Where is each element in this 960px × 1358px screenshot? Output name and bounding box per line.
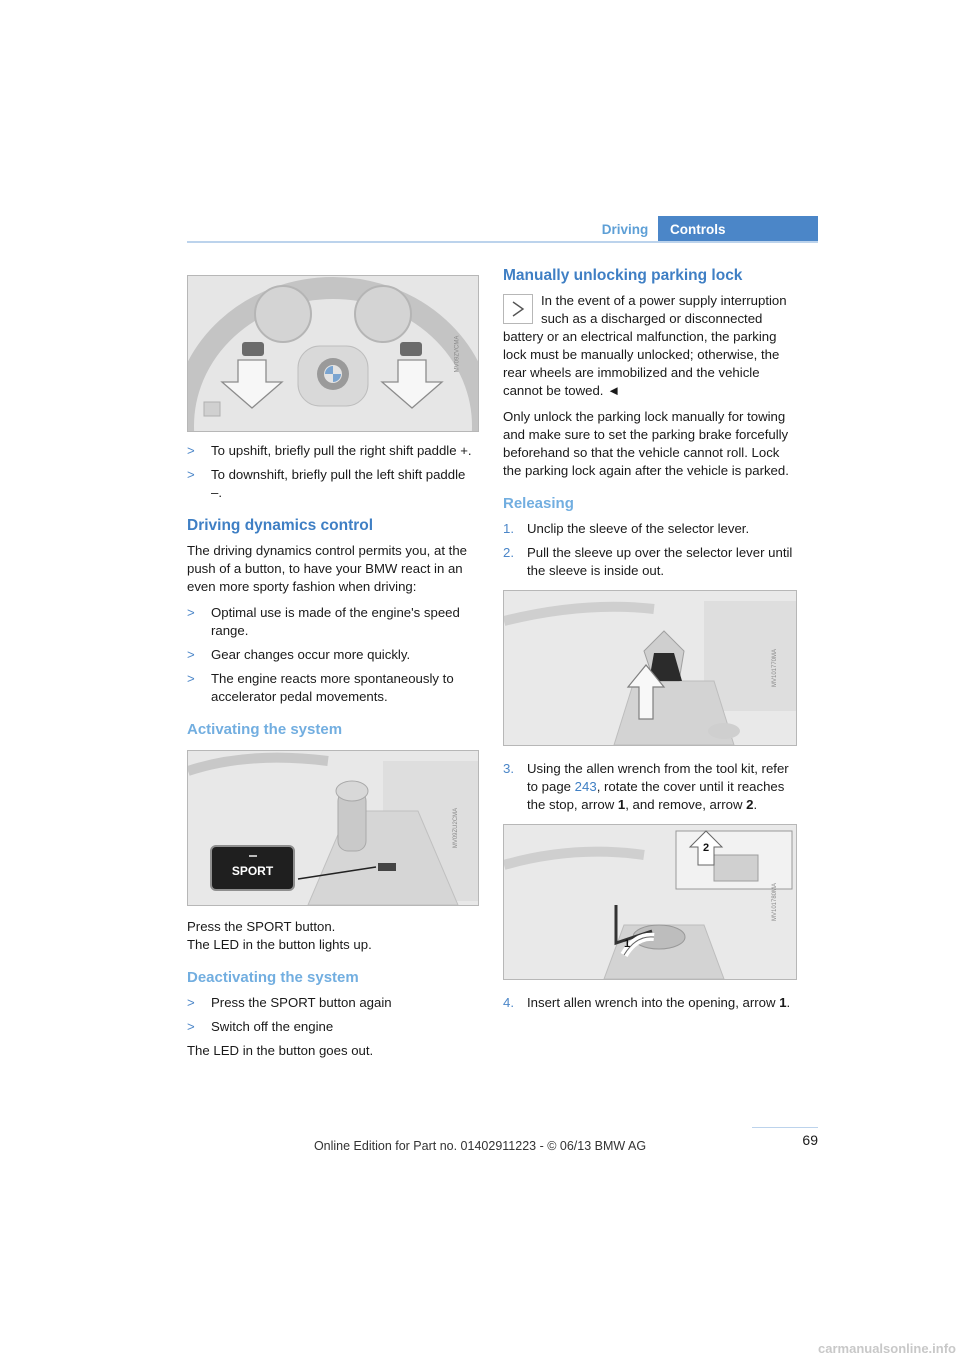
figure-code: MV09ZU2CMA — [452, 807, 459, 849]
heading-releasing: Releasing — [503, 495, 574, 512]
list-item — [187, 604, 479, 640]
shift-instructions — [187, 442, 479, 502]
allen-wrench-figure — [503, 824, 797, 980]
footer-edition: Online Edition for Part no. 01402911223 - © 06/13 BMW AG — [313, 1139, 647, 1153]
step-text: Pull the sleeve up over the selector lever until the sleeve is inside out. — [527, 545, 793, 578]
note-paragraph — [503, 292, 795, 400]
heading-activating: Activating the system — [187, 721, 343, 738]
step-text: Using the allen wrench from the tool kit, refer to page 243, rotate the cover until it reaches the stop, arrow 1, and remove, arrow 2. — [527, 761, 789, 812]
header-tabs — [592, 216, 818, 243]
sport-button-label: SPORT — [231, 864, 274, 878]
selector-lever-illustration — [504, 591, 796, 745]
arrow-label-1: 1 — [624, 938, 631, 950]
list-item — [187, 670, 479, 706]
section-label: Driving — [601, 222, 649, 237]
release-steps-cont — [503, 760, 795, 814]
list-item-text: Optimal use is made of the engine's speed range. — [211, 605, 460, 638]
end-mark: ◄ — [607, 383, 621, 398]
list-item-text: Switch off the engine — [211, 1019, 334, 1034]
paragraph-dynamics: The driving dynamics control permits you, at the push of a button, to have your BMW react in an even more sporty fashion when driving: — [187, 543, 467, 594]
allen-wrench-illustration — [504, 825, 796, 979]
bullet-marker: > — [187, 671, 195, 686]
left-column — [187, 275, 479, 1068]
list-item — [187, 994, 479, 1012]
watermark: carmanualsonline.info — [818, 1341, 956, 1356]
paragraph-led-off: The LED in the button goes out. — [187, 1043, 374, 1058]
step-number: 3. — [503, 761, 514, 776]
heading-deactivating: Deactivating the system — [187, 969, 359, 986]
chapter-label: Controls — [658, 216, 818, 243]
bullet-marker: > — [187, 467, 195, 482]
paragraph-led-on: The LED in the button lights up. — [187, 937, 372, 952]
sport-button — [210, 845, 295, 891]
figure-code: MV09ZVCMA — [454, 335, 461, 372]
note-text: In the event of a power supply interruption such as a discharged or disconnected battery or an electrical malfunction, the parking lock must be manually unlocked; otherwise, the rear wheels are immobilized and the vehicle cannot be towed. — [503, 293, 787, 398]
bullet-marker: > — [187, 605, 195, 620]
page-number: 69 — [752, 1127, 818, 1148]
figure-code: MV101770MA — [771, 648, 778, 688]
right-column — [503, 266, 795, 1018]
bullet-marker: > — [187, 1019, 195, 1034]
note-icon — [503, 294, 533, 324]
steering-wheel-figure — [187, 275, 479, 432]
deactivate-list — [187, 994, 479, 1036]
step-text: Insert allen wrench into the opening, arrow 1. — [527, 995, 791, 1010]
dynamics-list — [187, 604, 479, 706]
page-link[interactable]: 243 — [574, 779, 597, 794]
selector-sleeve-figure — [503, 590, 797, 746]
release-steps-cont-2 — [503, 994, 795, 1012]
list-item-text: To downshift, briefly pull the left shift paddle –. — [211, 467, 466, 500]
bullet-marker: > — [187, 443, 195, 458]
list-item — [187, 1018, 479, 1036]
arrow-label-2: 2 — [703, 842, 710, 854]
step-number: 4. — [503, 995, 514, 1010]
list-item-text: Press the SPORT button again — [211, 995, 392, 1010]
led-indicator — [249, 855, 257, 857]
bullet-marker: > — [187, 647, 195, 662]
paragraph-press-sport: Press the SPORT button. — [187, 919, 336, 934]
list-item — [187, 646, 479, 664]
list-item-text: Gear changes occur more quickly. — [211, 647, 411, 662]
release-steps — [503, 520, 795, 580]
sport-button-figure — [187, 750, 479, 906]
figure-code: MV101780MA — [771, 882, 778, 922]
list-item-text: To upshift, briefly pull the right shift paddle +. — [211, 443, 472, 458]
header-rule — [187, 241, 818, 243]
heading-manual-unlock: Manually unlocking parking lock — [503, 267, 743, 284]
list-item — [503, 544, 795, 580]
list-item — [503, 760, 795, 814]
list-item — [187, 442, 479, 460]
step-text: Unclip the sleeve of the selector lever. — [527, 521, 750, 536]
heading-driving-dynamics: Driving dynamics control — [187, 517, 374, 534]
steering-wheel-illustration — [188, 276, 478, 431]
paragraph-only-unlock: Only unlock the parking lock manually for towing and make sure to set the parking brake forcefully beforehand so that the vehicle cannot roll. Lock the parking lock again after the vehicle is parked. — [503, 409, 789, 478]
step-number: 1. — [503, 521, 514, 536]
step-number: 2. — [503, 545, 514, 560]
list-item — [503, 520, 795, 538]
list-item — [503, 994, 795, 1012]
list-item-text: The engine reacts more spontaneously to accelerator pedal movements. — [211, 671, 454, 704]
bullet-marker: > — [187, 995, 195, 1010]
list-item — [187, 466, 479, 502]
